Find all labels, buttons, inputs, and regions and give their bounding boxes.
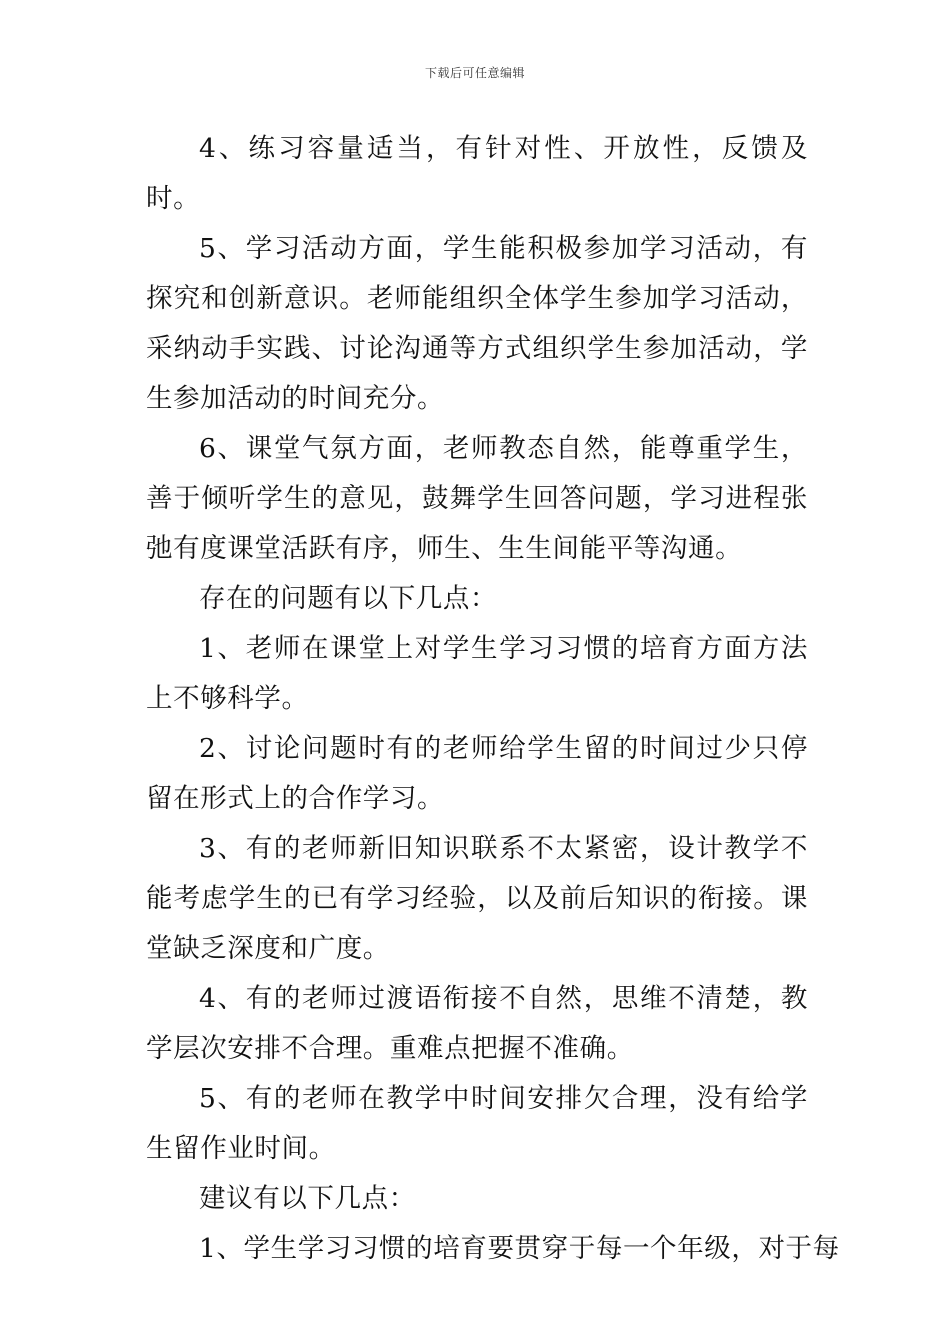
paragraph: 2、讨论问题时有的老师给学生留的时间过少只停留在形式上的合作学习。	[146, 733, 808, 814]
paragraph: 1、老师在课堂上对学生学习习惯的培育方面方法上不够科学。	[146, 633, 808, 714]
document-body	[146, 124, 840, 1274]
paragraph: 5、有的老师在教学中时间安排欠合理，没有给学生留作业时间。	[146, 1083, 808, 1164]
paragraph: 6、课堂气氛方面，老师教态自然，能尊重学生，善于倾听学生的意见，鼓舞学生回答问题，学习进程张弛有度课堂活跃有序，师生、生生间能平等沟通。	[146, 433, 808, 564]
page-header-note: 下载后可任意编辑	[424, 66, 525, 80]
paragraph: 4、练习容量适当，有针对性、开放性，反馈及时。	[146, 133, 808, 214]
paragraph: 5、学习活动方面，学生能积极参加学习活动，有探究和创新意识。老师能组织全体学生参加学习活动，采纳动手实践、讨论沟通等方式组织学生参加活动，学生参加活动的时间充分。	[146, 233, 808, 414]
section-heading: 建议有以下几点：	[199, 1183, 416, 1214]
paragraph: 4、有的老师过渡语衔接不自然，思维不清楚，教学层次安排不合理。重难点把握不准确。	[146, 983, 808, 1064]
paragraph: 1、学生学习习惯的培育要贯穿于每一个年级，对于每	[199, 1233, 840, 1264]
paragraph: 3、有的老师新旧知识联系不太紧密，设计教学不能考虑学生的已有学习经验，以及前后知识的衔接。课堂缺乏深度和广度。	[146, 833, 808, 964]
section-heading: 存在的问题有以下几点：	[199, 583, 498, 614]
